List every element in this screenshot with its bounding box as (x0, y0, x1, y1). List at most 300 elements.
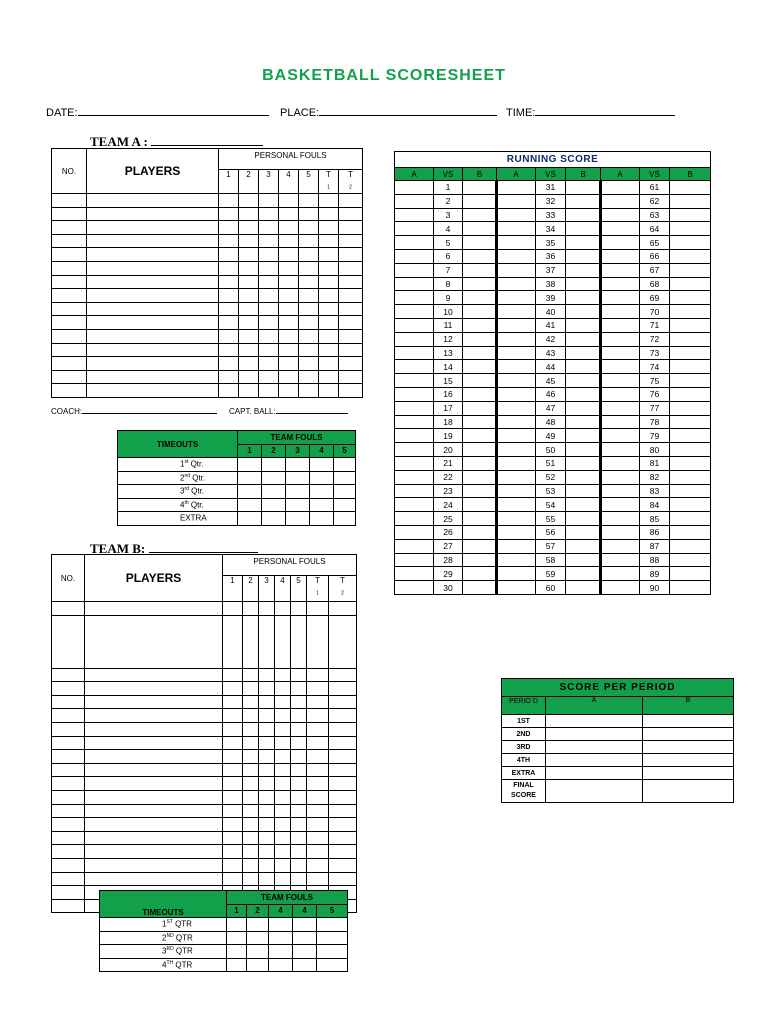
score-mark-b[interactable] (566, 222, 601, 236)
team-foul-cell[interactable] (310, 498, 334, 512)
score-mark-b[interactable] (670, 484, 711, 498)
score-mark-b[interactable] (670, 236, 711, 250)
score-mark-a[interactable] (395, 484, 434, 498)
score-mark-a[interactable] (497, 387, 536, 401)
player-number-cell[interactable] (52, 872, 85, 886)
foul-cell[interactable] (307, 818, 329, 832)
foul-cell[interactable] (329, 763, 357, 777)
team-foul-cell[interactable] (247, 945, 269, 959)
foul-cell[interactable] (339, 234, 363, 248)
score-mark-a[interactable] (395, 581, 434, 595)
foul-cell[interactable] (329, 695, 357, 709)
foul-cell[interactable] (239, 370, 259, 384)
period-score-a-cell[interactable] (546, 754, 643, 767)
foul-cell[interactable] (275, 709, 291, 723)
score-mark-b[interactable] (566, 263, 601, 277)
player-number-cell[interactable] (52, 886, 85, 900)
score-mark-b[interactable] (566, 374, 601, 388)
foul-cell[interactable] (243, 804, 259, 818)
player-name-cell[interactable] (87, 316, 219, 330)
foul-cell[interactable] (275, 695, 291, 709)
score-mark-b[interactable] (463, 249, 497, 263)
score-mark-b[interactable] (566, 401, 601, 415)
team-foul-cell[interactable] (262, 471, 286, 485)
foul-cell[interactable] (329, 777, 357, 791)
foul-cell[interactable] (279, 275, 299, 289)
player-number-cell[interactable] (52, 668, 85, 682)
period-score-a-cell[interactable] (546, 741, 643, 754)
team-foul-cell[interactable] (286, 458, 310, 472)
foul-cell[interactable] (291, 763, 307, 777)
foul-cell[interactable] (219, 275, 239, 289)
score-mark-b[interactable] (463, 194, 497, 208)
foul-cell[interactable] (329, 722, 357, 736)
score-mark-a[interactable] (395, 249, 434, 263)
foul-cell[interactable] (239, 384, 259, 398)
foul-cell[interactable] (279, 329, 299, 343)
team-foul-cell[interactable] (293, 918, 317, 932)
score-mark-a[interactable] (601, 305, 640, 319)
score-mark-a[interactable] (497, 318, 536, 332)
foul-cell[interactable] (259, 872, 275, 886)
foul-cell[interactable] (307, 777, 329, 791)
foul-cell[interactable] (259, 736, 275, 750)
player-number-cell[interactable] (52, 302, 87, 316)
team-foul-cell[interactable] (310, 458, 334, 472)
score-mark-a[interactable] (497, 194, 536, 208)
foul-cell[interactable] (223, 818, 243, 832)
player-number-cell[interactable] (52, 615, 85, 668)
foul-cell[interactable] (275, 790, 291, 804)
score-mark-a[interactable] (497, 263, 536, 277)
score-mark-b[interactable] (670, 305, 711, 319)
foul-cell[interactable] (299, 207, 319, 221)
score-mark-a[interactable] (601, 291, 640, 305)
score-mark-a[interactable] (497, 567, 536, 581)
team-foul-cell[interactable] (247, 918, 269, 932)
team-foul-cell[interactable] (293, 945, 317, 959)
score-mark-b[interactable] (566, 208, 601, 222)
team-foul-cell[interactable] (334, 458, 356, 472)
score-mark-a[interactable] (601, 512, 640, 526)
foul-cell[interactable] (243, 722, 259, 736)
foul-cell[interactable] (307, 763, 329, 777)
score-mark-a[interactable] (395, 318, 434, 332)
period-score-a-cell[interactable] (546, 767, 643, 780)
score-mark-a[interactable] (601, 181, 640, 195)
foul-cell[interactable] (239, 343, 259, 357)
score-mark-b[interactable] (566, 567, 601, 581)
score-mark-b[interactable] (670, 194, 711, 208)
player-number-cell[interactable] (52, 858, 85, 872)
score-mark-b[interactable] (670, 443, 711, 457)
score-mark-a[interactable] (395, 470, 434, 484)
foul-cell[interactable] (319, 234, 339, 248)
foul-cell[interactable] (339, 302, 363, 316)
foul-cell[interactable] (319, 261, 339, 275)
score-mark-b[interactable] (670, 512, 711, 526)
score-mark-b[interactable] (670, 567, 711, 581)
player-name-cell[interactable] (85, 858, 223, 872)
foul-cell[interactable] (291, 872, 307, 886)
score-mark-b[interactable] (463, 415, 497, 429)
foul-cell[interactable] (307, 790, 329, 804)
foul-cell[interactable] (259, 615, 275, 668)
player-number-cell[interactable] (52, 722, 85, 736)
score-mark-b[interactable] (463, 318, 497, 332)
score-mark-a[interactable] (497, 512, 536, 526)
player-name-cell[interactable] (87, 357, 219, 371)
foul-cell[interactable] (339, 289, 363, 303)
foul-cell[interactable] (307, 872, 329, 886)
score-mark-b[interactable] (670, 249, 711, 263)
score-mark-a[interactable] (601, 470, 640, 484)
score-mark-a[interactable] (497, 222, 536, 236)
score-mark-a[interactable] (497, 374, 536, 388)
score-mark-a[interactable] (601, 346, 640, 360)
score-mark-b[interactable] (463, 470, 497, 484)
foul-cell[interactable] (329, 790, 357, 804)
foul-cell[interactable] (223, 722, 243, 736)
foul-cell[interactable] (223, 695, 243, 709)
score-mark-a[interactable] (497, 484, 536, 498)
foul-cell[interactable] (219, 234, 239, 248)
score-mark-b[interactable] (463, 263, 497, 277)
foul-cell[interactable] (243, 872, 259, 886)
score-mark-a[interactable] (497, 332, 536, 346)
foul-cell[interactable] (259, 790, 275, 804)
foul-cell[interactable] (319, 343, 339, 357)
foul-cell[interactable] (259, 668, 275, 682)
foul-cell[interactable] (259, 763, 275, 777)
foul-cell[interactable] (329, 736, 357, 750)
foul-cell[interactable] (239, 275, 259, 289)
player-number-cell[interactable] (52, 234, 87, 248)
foul-cell[interactable] (279, 370, 299, 384)
score-mark-b[interactable] (463, 236, 497, 250)
foul-cell[interactable] (307, 750, 329, 764)
foul-cell[interactable] (259, 194, 279, 208)
foul-cell[interactable] (243, 818, 259, 832)
foul-cell[interactable] (259, 221, 279, 235)
foul-cell[interactable] (319, 302, 339, 316)
team-foul-cell[interactable] (269, 931, 293, 945)
team-foul-cell[interactable] (262, 485, 286, 499)
player-name-cell[interactable] (87, 302, 219, 316)
score-mark-b[interactable] (670, 470, 711, 484)
score-mark-a[interactable] (601, 484, 640, 498)
score-mark-b[interactable] (566, 470, 601, 484)
foul-cell[interactable] (259, 384, 279, 398)
score-mark-a[interactable] (497, 443, 536, 457)
team-foul-cell[interactable] (334, 485, 356, 499)
foul-cell[interactable] (291, 668, 307, 682)
foul-cell[interactable] (275, 777, 291, 791)
foul-cell[interactable] (275, 736, 291, 750)
period-score-a-cell[interactable] (546, 715, 643, 728)
foul-cell[interactable] (259, 750, 275, 764)
score-mark-a[interactable] (601, 443, 640, 457)
score-mark-a[interactable] (497, 360, 536, 374)
score-mark-a[interactable] (395, 374, 434, 388)
score-mark-b[interactable] (463, 277, 497, 291)
player-name-cell[interactable] (87, 221, 219, 235)
score-mark-a[interactable] (601, 208, 640, 222)
foul-cell[interactable] (275, 615, 291, 668)
player-number-cell[interactable] (52, 261, 87, 275)
score-mark-a[interactable] (497, 415, 536, 429)
period-score-b-cell[interactable] (643, 780, 734, 803)
team-foul-cell[interactable] (286, 498, 310, 512)
foul-cell[interactable] (291, 682, 307, 696)
team-foul-cell[interactable] (238, 471, 262, 485)
foul-cell[interactable] (279, 343, 299, 357)
team-foul-cell[interactable] (238, 458, 262, 472)
foul-cell[interactable] (219, 289, 239, 303)
score-mark-b[interactable] (566, 305, 601, 319)
score-mark-a[interactable] (601, 456, 640, 470)
score-mark-a[interactable] (395, 512, 434, 526)
score-mark-b[interactable] (670, 456, 711, 470)
foul-cell[interactable] (279, 302, 299, 316)
score-mark-a[interactable] (497, 236, 536, 250)
score-mark-b[interactable] (463, 443, 497, 457)
score-mark-b[interactable] (463, 222, 497, 236)
foul-cell[interactable] (243, 777, 259, 791)
score-mark-a[interactable] (601, 277, 640, 291)
score-mark-a[interactable] (601, 539, 640, 553)
player-number-cell[interactable] (52, 804, 85, 818)
team-foul-cell[interactable] (310, 485, 334, 499)
foul-cell[interactable] (299, 343, 319, 357)
foul-cell[interactable] (329, 845, 357, 859)
foul-cell[interactable] (259, 602, 275, 616)
team-foul-cell[interactable] (317, 958, 348, 972)
foul-cell[interactable] (239, 194, 259, 208)
player-name-cell[interactable] (85, 845, 223, 859)
player-name-cell[interactable] (87, 234, 219, 248)
foul-cell[interactable] (339, 357, 363, 371)
foul-cell[interactable] (259, 289, 279, 303)
team-foul-cell[interactable] (334, 512, 356, 526)
score-mark-a[interactable] (497, 553, 536, 567)
foul-cell[interactable] (223, 750, 243, 764)
score-mark-a[interactable] (395, 222, 434, 236)
foul-cell[interactable] (243, 602, 259, 616)
score-mark-a[interactable] (601, 332, 640, 346)
player-name-cell[interactable] (85, 722, 223, 736)
foul-cell[interactable] (329, 682, 357, 696)
score-mark-a[interactable] (395, 429, 434, 443)
foul-cell[interactable] (291, 790, 307, 804)
foul-cell[interactable] (223, 709, 243, 723)
foul-cell[interactable] (319, 221, 339, 235)
team-foul-cell[interactable] (286, 485, 310, 499)
foul-cell[interactable] (259, 207, 279, 221)
score-mark-b[interactable] (670, 525, 711, 539)
foul-cell[interactable] (339, 384, 363, 398)
place-field[interactable] (280, 104, 497, 119)
player-name-cell[interactable] (85, 668, 223, 682)
score-mark-b[interactable] (670, 415, 711, 429)
foul-cell[interactable] (319, 370, 339, 384)
foul-cell[interactable] (307, 615, 329, 668)
player-name-cell[interactable] (85, 872, 223, 886)
score-mark-a[interactable] (497, 456, 536, 470)
foul-cell[interactable] (259, 302, 279, 316)
foul-cell[interactable] (219, 302, 239, 316)
foul-cell[interactable] (291, 845, 307, 859)
player-name-cell[interactable] (87, 384, 219, 398)
foul-cell[interactable] (223, 804, 243, 818)
score-mark-a[interactable] (395, 277, 434, 291)
foul-cell[interactable] (329, 831, 357, 845)
foul-cell[interactable] (279, 194, 299, 208)
player-number-cell[interactable] (52, 790, 85, 804)
score-mark-b[interactable] (463, 512, 497, 526)
foul-cell[interactable] (307, 845, 329, 859)
score-mark-a[interactable] (395, 236, 434, 250)
score-mark-b[interactable] (463, 374, 497, 388)
foul-cell[interactable] (259, 722, 275, 736)
score-mark-a[interactable] (395, 415, 434, 429)
score-mark-b[interactable] (566, 236, 601, 250)
score-mark-b[interactable] (670, 374, 711, 388)
player-number-cell[interactable] (52, 899, 85, 913)
foul-cell[interactable] (279, 316, 299, 330)
player-number-cell[interactable] (52, 370, 87, 384)
team-foul-cell[interactable] (262, 512, 286, 526)
period-score-b-cell[interactable] (643, 767, 734, 780)
foul-cell[interactable] (319, 275, 339, 289)
player-name-cell[interactable] (87, 343, 219, 357)
foul-cell[interactable] (291, 858, 307, 872)
team-foul-cell[interactable] (269, 958, 293, 972)
player-number-cell[interactable] (52, 736, 85, 750)
player-number-cell[interactable] (52, 194, 87, 208)
player-number-cell[interactable] (52, 695, 85, 709)
foul-cell[interactable] (239, 261, 259, 275)
score-mark-b[interactable] (463, 208, 497, 222)
foul-cell[interactable] (275, 818, 291, 832)
foul-cell[interactable] (279, 234, 299, 248)
foul-cell[interactable] (291, 750, 307, 764)
foul-cell[interactable] (307, 668, 329, 682)
player-name-cell[interactable] (87, 261, 219, 275)
foul-cell[interactable] (259, 831, 275, 845)
foul-cell[interactable] (243, 695, 259, 709)
foul-cell[interactable] (219, 261, 239, 275)
score-mark-b[interactable] (670, 291, 711, 305)
capt-ball-field[interactable] (229, 405, 348, 416)
score-mark-b[interactable] (463, 525, 497, 539)
score-mark-a[interactable] (497, 470, 536, 484)
player-name-cell[interactable] (85, 615, 223, 668)
foul-cell[interactable] (275, 682, 291, 696)
score-mark-b[interactable] (463, 484, 497, 498)
score-mark-b[interactable] (566, 387, 601, 401)
foul-cell[interactable] (307, 736, 329, 750)
score-mark-b[interactable] (566, 553, 601, 567)
score-mark-a[interactable] (497, 249, 536, 263)
foul-cell[interactable] (329, 615, 357, 668)
team-foul-cell[interactable] (310, 512, 334, 526)
team-foul-cell[interactable] (310, 471, 334, 485)
foul-cell[interactable] (307, 858, 329, 872)
foul-cell[interactable] (291, 777, 307, 791)
foul-cell[interactable] (339, 261, 363, 275)
score-mark-a[interactable] (395, 208, 434, 222)
foul-cell[interactable] (275, 763, 291, 777)
foul-cell[interactable] (219, 370, 239, 384)
foul-cell[interactable] (243, 709, 259, 723)
player-number-cell[interactable] (52, 602, 85, 616)
player-number-cell[interactable] (52, 207, 87, 221)
player-number-cell[interactable] (52, 845, 85, 859)
foul-cell[interactable] (319, 357, 339, 371)
score-mark-a[interactable] (395, 346, 434, 360)
player-name-cell[interactable] (87, 194, 219, 208)
score-mark-b[interactable] (463, 360, 497, 374)
time-field[interactable] (506, 104, 675, 119)
player-name-cell[interactable] (85, 736, 223, 750)
score-mark-b[interactable] (670, 553, 711, 567)
team-foul-cell[interactable] (262, 458, 286, 472)
score-mark-a[interactable] (395, 194, 434, 208)
score-mark-a[interactable] (497, 429, 536, 443)
score-mark-b[interactable] (566, 498, 601, 512)
foul-cell[interactable] (223, 845, 243, 859)
foul-cell[interactable] (243, 668, 259, 682)
foul-cell[interactable] (259, 316, 279, 330)
score-mark-a[interactable] (395, 567, 434, 581)
score-mark-a[interactable] (395, 498, 434, 512)
score-mark-a[interactable] (497, 525, 536, 539)
score-mark-b[interactable] (566, 360, 601, 374)
team-foul-cell[interactable] (293, 958, 317, 972)
player-name-cell[interactable] (85, 682, 223, 696)
score-mark-a[interactable] (395, 387, 434, 401)
foul-cell[interactable] (339, 316, 363, 330)
foul-cell[interactable] (329, 858, 357, 872)
score-mark-b[interactable] (670, 332, 711, 346)
score-mark-a[interactable] (395, 263, 434, 277)
team-foul-cell[interactable] (247, 931, 269, 945)
foul-cell[interactable] (307, 831, 329, 845)
foul-cell[interactable] (259, 682, 275, 696)
foul-cell[interactable] (329, 668, 357, 682)
score-mark-a[interactable] (601, 263, 640, 277)
player-number-cell[interactable] (52, 343, 87, 357)
foul-cell[interactable] (239, 302, 259, 316)
team-foul-cell[interactable] (269, 918, 293, 932)
score-mark-b[interactable] (670, 401, 711, 415)
foul-cell[interactable] (259, 261, 279, 275)
foul-cell[interactable] (299, 275, 319, 289)
score-mark-b[interactable] (566, 318, 601, 332)
foul-cell[interactable] (223, 602, 243, 616)
foul-cell[interactable] (299, 329, 319, 343)
team-foul-cell[interactable] (227, 945, 247, 959)
foul-cell[interactable] (259, 234, 279, 248)
team-foul-cell[interactable] (317, 918, 348, 932)
foul-cell[interactable] (219, 207, 239, 221)
team-foul-cell[interactable] (286, 471, 310, 485)
team-foul-cell[interactable] (238, 485, 262, 499)
foul-cell[interactable] (243, 858, 259, 872)
foul-cell[interactable] (239, 329, 259, 343)
score-mark-a[interactable] (601, 374, 640, 388)
